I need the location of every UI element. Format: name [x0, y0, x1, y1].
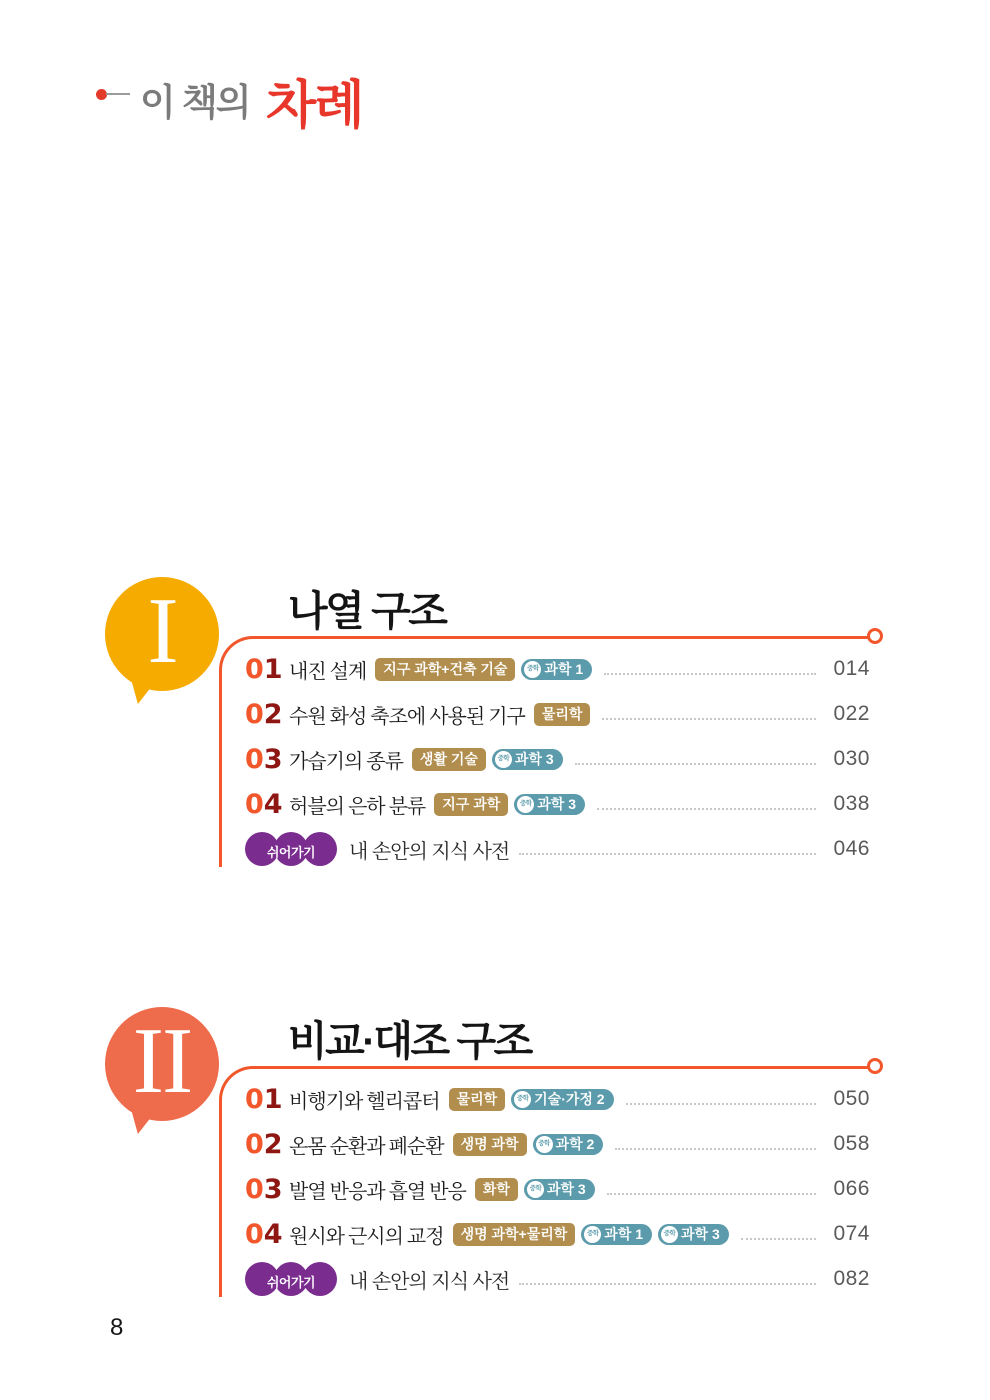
- grade-tag: [511, 1089, 613, 1110]
- grade-level-icon: 중학: [524, 661, 541, 678]
- dotted-leader: [575, 763, 816, 765]
- grade-tag: [658, 1224, 729, 1245]
- item-number: 04: [245, 788, 283, 820]
- toc-row: [245, 1174, 870, 1204]
- grade-level-icon: 중학: [661, 1226, 678, 1243]
- break-badge: [245, 832, 337, 866]
- subject-tag: 생명 과학+물리학: [453, 1223, 576, 1246]
- subject-tag: 생명 과학: [453, 1133, 527, 1156]
- subject-tag: 지구 과학: [434, 793, 508, 816]
- page-number: 082: [833, 1267, 870, 1290]
- dotted-leader: [604, 673, 816, 675]
- toc-row: [245, 789, 870, 819]
- dotted-leader: [519, 1283, 816, 1285]
- grade-level-icon: 중학: [495, 751, 512, 768]
- section-2-line-end-ring: [867, 1058, 883, 1074]
- section-1-numeral: I: [147, 579, 177, 683]
- page-number: 014: [833, 657, 870, 680]
- grade-tag: [492, 749, 563, 770]
- grade-level-icon: 중학: [517, 796, 534, 813]
- page-number: 074: [833, 1222, 870, 1245]
- item-number: 02: [245, 698, 283, 730]
- section-2-rows: [245, 1084, 870, 1309]
- grade-label: 과학 3: [537, 796, 576, 812]
- subject-tag: 물리학: [449, 1088, 506, 1111]
- grade-label: 과학 1: [544, 661, 584, 677]
- section-2-numeral: II: [132, 1009, 192, 1113]
- grade-level-icon: 중학: [514, 1091, 531, 1108]
- subject-tag: 물리학: [534, 703, 591, 726]
- item-title: 내진 설계: [289, 660, 367, 683]
- grade-tag: [521, 659, 592, 680]
- break-badge: [245, 1262, 337, 1296]
- grade-tag: [514, 794, 585, 815]
- section-1: [0, 570, 990, 900]
- item-number: 03: [245, 1173, 283, 1205]
- section-2-bubble: [105, 1007, 219, 1121]
- page-number: 030: [833, 747, 870, 770]
- subject-tag: 지구 과학+건축 기술: [375, 658, 515, 681]
- page-number: 066: [833, 1177, 870, 1200]
- item-number: 03: [245, 743, 283, 775]
- toc-row: [245, 1129, 870, 1159]
- toc-row: [245, 744, 870, 774]
- grade-label: 과학 3: [681, 1226, 720, 1242]
- grade-label: 과학 3: [514, 751, 554, 767]
- toc-row: [245, 699, 870, 729]
- toc-row: [245, 654, 870, 684]
- item-title: 수원 화성 축조에 사용된 기구: [289, 705, 525, 728]
- item-title: 비행기와 헬리콥터: [289, 1090, 440, 1113]
- grade-label: 과학 1: [604, 1226, 644, 1242]
- grade-level-icon: 중학: [536, 1136, 553, 1153]
- section-1-line-end-ring: [867, 628, 883, 644]
- page-number: 058: [833, 1132, 870, 1155]
- subject-tag: 화학: [475, 1178, 518, 1201]
- dotted-leader: [626, 1103, 816, 1105]
- page-number: 022: [833, 702, 870, 725]
- grade-level-icon: 중학: [527, 1181, 544, 1198]
- page-number: 050: [833, 1087, 870, 1110]
- item-title: 가습기의 종류: [289, 750, 403, 773]
- header-prefix: 이 책의: [140, 82, 250, 123]
- page-title: 차례: [266, 77, 363, 135]
- header-line: [106, 93, 130, 95]
- dotted-leader: [607, 1193, 816, 1195]
- section-2: [0, 1000, 990, 1330]
- section-2-title: 비교·대조 구조: [288, 1018, 531, 1064]
- item-title: 발열 반응과 흡열 반응: [289, 1180, 466, 1203]
- section-1-title: 나열 구조: [288, 588, 446, 634]
- grade-level-icon: 중학: [584, 1226, 601, 1243]
- dotted-leader: [602, 718, 816, 720]
- dotted-leader: [597, 808, 816, 810]
- dotted-leader: [519, 853, 816, 855]
- item-number: 01: [245, 653, 283, 685]
- grade-tag: [524, 1179, 595, 1200]
- section-1-rows: [245, 654, 870, 879]
- item-number: 04: [245, 1218, 283, 1250]
- item-title: 온몸 순환과 폐순환: [289, 1135, 444, 1158]
- section-1-bubble: [105, 577, 219, 691]
- page-number: 046: [833, 837, 870, 860]
- page-number: 038: [833, 792, 870, 815]
- break-title: 내 손안의 지식 사전: [349, 840, 510, 863]
- item-number: 02: [245, 1128, 283, 1160]
- item-number: 01: [245, 1083, 283, 1115]
- break-title: 내 손안의 지식 사전: [349, 1270, 510, 1293]
- grade-tag: [581, 1224, 652, 1245]
- subject-tag: 생활 기술: [412, 748, 486, 771]
- toc-row: [245, 1084, 870, 1114]
- break-badge-label: 쉬어가기: [266, 1275, 316, 1290]
- item-title: 허블의 은하 분류: [289, 795, 426, 818]
- toc-row: [245, 1219, 870, 1249]
- grade-label: 과학 3: [546, 1181, 586, 1197]
- dotted-leader: [741, 1238, 816, 1240]
- footer-page-number: 8: [110, 1314, 124, 1341]
- item-title: 원시와 근시의 교정: [289, 1225, 444, 1248]
- grade-label: 과학 2: [555, 1136, 595, 1152]
- break-row: [245, 1264, 870, 1294]
- grade-label: 기술·가정 2: [534, 1091, 605, 1107]
- break-row: [245, 834, 870, 864]
- break-badge-label: 쉬어가기: [266, 845, 316, 860]
- grade-tag: [533, 1134, 604, 1155]
- dotted-leader: [615, 1148, 816, 1150]
